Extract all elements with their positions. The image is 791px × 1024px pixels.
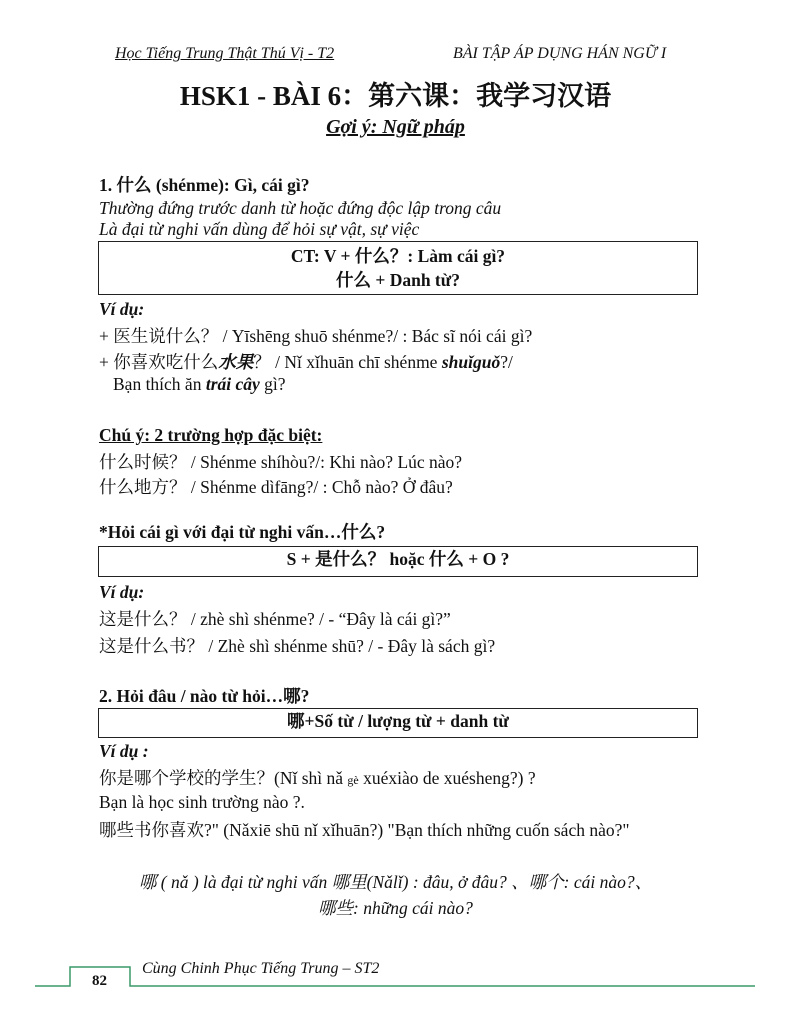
example-2-b: 水果: [218, 352, 254, 372]
example-2-e: ?/: [500, 352, 513, 372]
formula-box-3: [98, 708, 698, 738]
example-2-a: + 你喜欢吃什么: [99, 352, 219, 372]
section2-example-1-a: 你是哪个学校的学生？(Nǐ shì nǎ: [99, 768, 348, 788]
page-subtitle: Gợi ý: Ngữ pháp: [326, 116, 465, 138]
summary-line-2: 哪些: những cái nào?: [318, 898, 473, 918]
section1-desc1: Thường đứng trước danh từ hoặc đứng độc lập trong câu: [99, 198, 502, 218]
footer-text: Cùng Chinh Phục Tiếng Trung – ST2: [142, 960, 380, 977]
example-2-trans-c: gì?: [259, 374, 286, 394]
section2-heading: 2. Hỏi đâu / nào từ hỏi…哪?: [99, 686, 310, 706]
section2-example-2: 哪些书你喜欢?" (Nǎxiē shū nǐ xǐhuān?) "Bạn thích những cuốn sách nào?": [99, 820, 630, 840]
formula-box-1: [98, 241, 698, 295]
example-2-d: shuǐguǒ: [441, 352, 501, 372]
note-line-1: 什么时候？ / Shénme shíhòu?/: Khi nào? Lúc nào?: [99, 452, 463, 472]
example-2-trans-a: Bạn thích ăn: [113, 374, 206, 394]
formula-3: 哪+Số từ / lượng từ + danh từ: [287, 711, 509, 731]
formula-1-line2: 什么 + Danh từ?: [335, 270, 461, 290]
section2-example-1: [99, 765, 536, 790]
example-2-translation: [113, 374, 286, 395]
example-label-3: Ví dụ :: [99, 741, 149, 761]
example-1: + 医生说什么？ / Yīshēng shuō shénme?/ : Bác sĩ nói cái gì?: [99, 326, 533, 346]
formula-box-2: [98, 546, 698, 577]
section2-example-1-b: gè: [347, 773, 359, 787]
formula-2: S + 是什么？ hoặc 什么 + O ?: [286, 549, 510, 569]
footer-line: [0, 955, 791, 995]
ask-example-1: 这是什么？ / zhè shì shénme? / - “Đây là cái gì?”: [99, 609, 451, 629]
note-heading: Chú ý: 2 trường hợp đặc biệt:: [99, 425, 323, 445]
header-left: Học Tiếng Trung Thật Thú Vị - T2: [115, 45, 335, 62]
summary-line-1: 哪 ( nǎ ) là đại từ nghi vấn 哪里(Nǎlǐ) : đâu, ở đâu? 、哪个: cái nào?、: [138, 872, 653, 892]
section1-heading: 1. 什么 (shénme): Gì, cái gì?: [99, 175, 310, 195]
formula-1-line1: CT: V + 什么？: Làm cái gì?: [290, 246, 506, 266]
section2-example-1-translation: Bạn là học sinh trường nào ?.: [99, 792, 305, 812]
example-2-trans-b: trái cây: [205, 374, 260, 394]
example-2-c: ？ / Nǐ xǐhuān chī shénme: [253, 352, 442, 372]
section2-example-1-c: xuéxiào de xuésheng?) ?: [358, 768, 536, 788]
header-right: BÀI TẬP ÁP DỤNG HÁN NGỮ I: [453, 45, 667, 62]
example-label-2: Ví dụ:: [99, 582, 145, 602]
note-line-2: 什么地方？ / Shénme dìfāng?/ : Chỗ nào? Ở đâu?: [99, 477, 453, 497]
page-title: HSK1 - BÀI 6：第六课：我学习汉语: [179, 81, 612, 111]
example-label-1: Ví dụ:: [99, 299, 145, 319]
example-2: [99, 349, 513, 374]
ask-heading: *Hỏi cái gì với đại từ nghi vấn…什么?: [99, 522, 386, 542]
page-number: 82: [92, 973, 107, 989]
section1-desc2: Là đại từ nghi vấn dùng để hỏi sự vật, sự việc: [99, 219, 420, 239]
ask-example-2: 这是什么书？ / Zhè shì shénme shū? / - Đây là sách gì?: [99, 636, 496, 656]
